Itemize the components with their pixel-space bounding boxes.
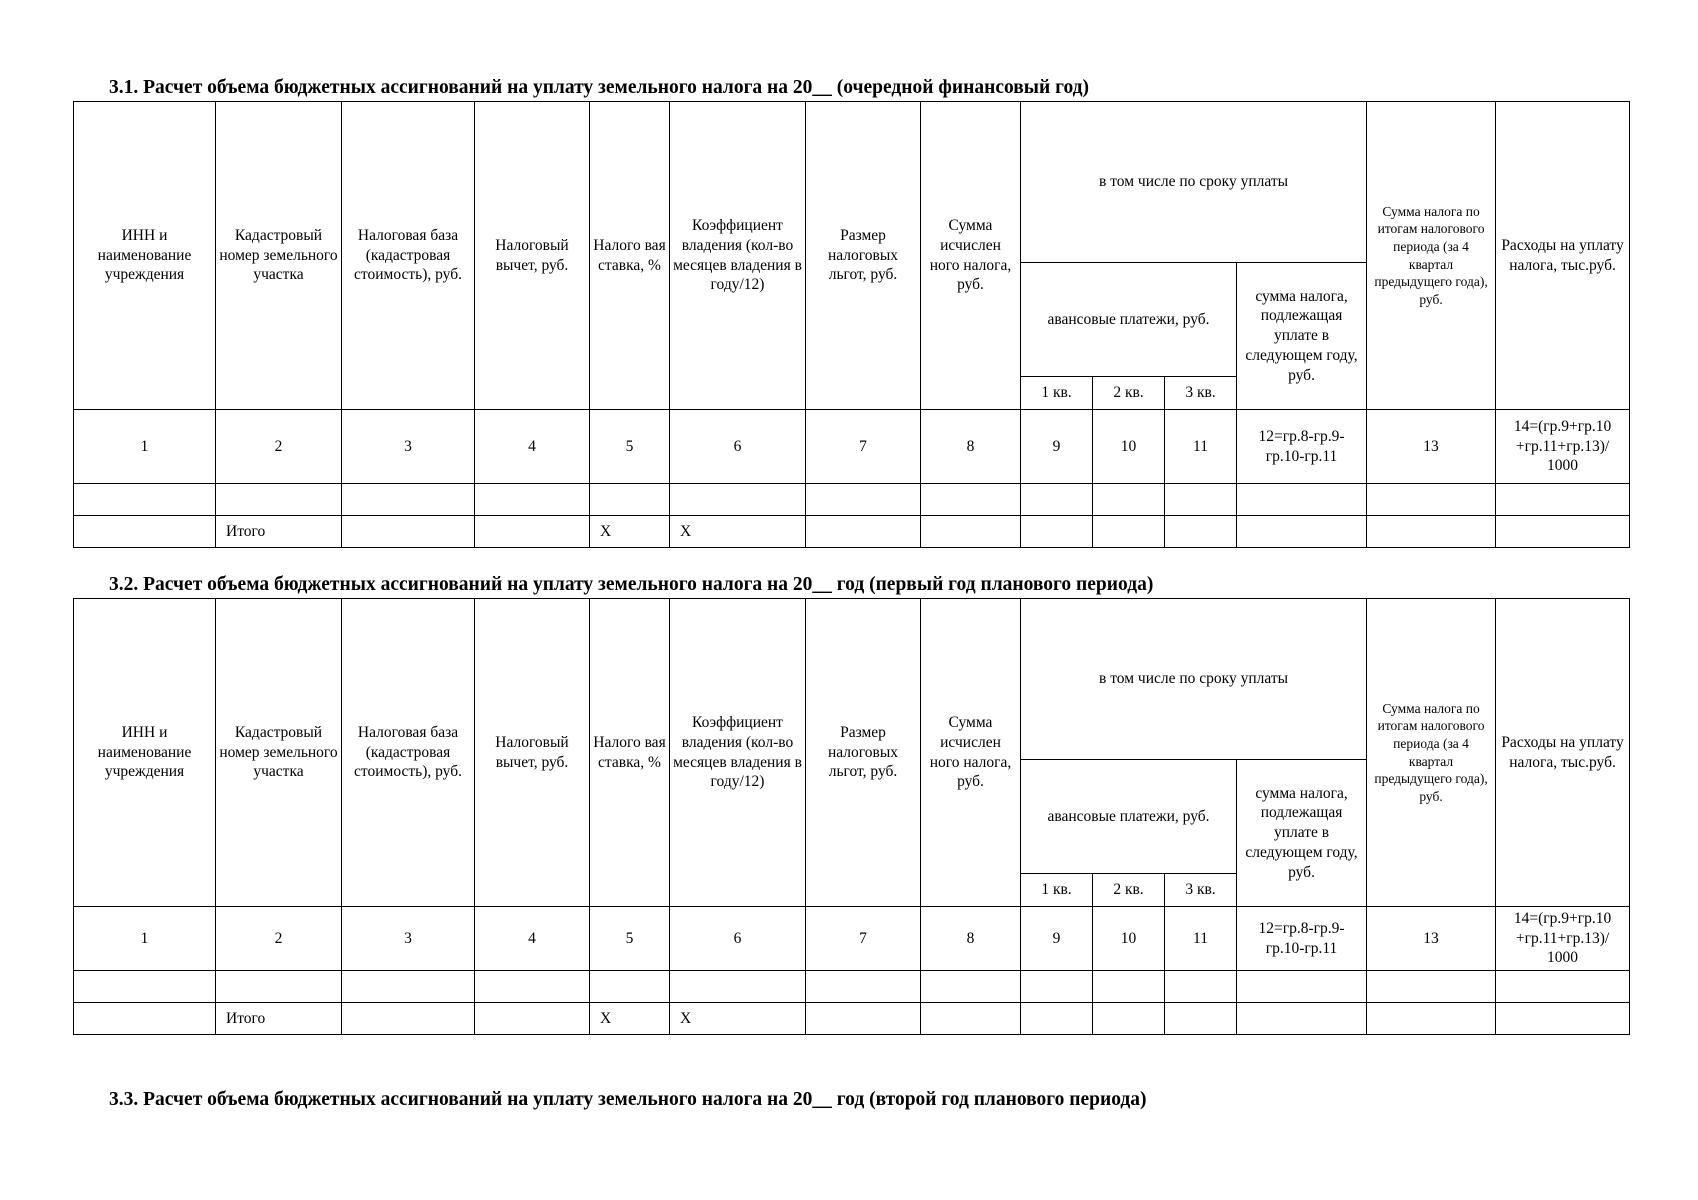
column-number: 4 <box>475 907 590 971</box>
empty-cell[interactable] <box>1367 484 1496 516</box>
header-ownership-coefficient: Коэффициент владения (кол-во месяцев владения в году/12) <box>670 599 806 907</box>
header-expenses: Расходы на уплату налога, тыс.руб. <box>1496 102 1630 410</box>
total-cell <box>342 516 475 548</box>
header-tax-benefits: Размер налоговых льгот, руб. <box>806 599 921 907</box>
header-inn-name: ИНН и наименование учреждения <box>74 102 216 410</box>
header-expenses: Расходы на уплату налога, тыс.руб. <box>1496 599 1630 907</box>
header-tax-next-year: сумма налога, подлежащая уплате в следующем году, руб. <box>1237 760 1367 907</box>
total-cell <box>1496 516 1630 548</box>
column-number: 8 <box>921 410 1021 484</box>
column-number: 9 <box>1021 410 1093 484</box>
header-group-payment-term: в том числе по сроку уплаты <box>1021 102 1367 263</box>
empty-cell[interactable] <box>590 971 670 1003</box>
total-cell <box>806 1003 921 1035</box>
empty-cell[interactable] <box>74 484 216 516</box>
total-cell <box>1021 1003 1093 1035</box>
column-number: 13 <box>1367 410 1496 484</box>
header-group-payment-term: в том числе по сроку уплаты <box>1021 599 1367 760</box>
total-cell <box>1165 516 1237 548</box>
empty-cell[interactable] <box>670 484 806 516</box>
column-number: 10 <box>1093 410 1165 484</box>
empty-cell[interactable] <box>590 484 670 516</box>
header-tax-previous-period: Сумма налога по итогам налогового периода (за 4 квартал предыдущего года), руб. <box>1367 102 1496 410</box>
empty-cell[interactable] <box>1165 484 1237 516</box>
column-number: 6 <box>670 410 806 484</box>
data-row-empty <box>74 484 1630 516</box>
total-cell-x: X <box>590 516 670 548</box>
total-cell <box>1237 1003 1367 1035</box>
empty-cell[interactable] <box>1021 484 1093 516</box>
empty-cell[interactable] <box>1093 971 1165 1003</box>
column-number: 6 <box>670 907 806 971</box>
header-tax-next-year: сумма налога, подлежащая уплате в следующем году, руб. <box>1237 263 1367 410</box>
header-quarter-3: 3 кв. <box>1165 377 1237 410</box>
total-cell <box>74 516 216 548</box>
total-cell-x: X <box>670 516 806 548</box>
empty-cell[interactable] <box>1165 971 1237 1003</box>
numbering-row <box>74 907 1630 971</box>
column-number: 14=(гр.9+гр.10 +гр.11+гр.13)/ 1000 <box>1496 410 1630 484</box>
column-number: 13 <box>1367 907 1496 971</box>
empty-cell[interactable] <box>921 484 1021 516</box>
header-inn-name: ИНН и наименование учреждения <box>74 599 216 907</box>
land-tax-table-first-planning-year <box>73 598 1630 1035</box>
header-cadastral-number: Кадастровый номер земельного участка <box>216 599 342 907</box>
empty-cell[interactable] <box>921 971 1021 1003</box>
column-number: 9 <box>1021 907 1093 971</box>
column-number: 3 <box>342 410 475 484</box>
section-title-3-3: 3.3. Расчет объема бюджетных ассигнований на уплату земельного налога на 20__ год (второй год планового периода) <box>109 1089 1147 1110</box>
header-quarter-1: 1 кв. <box>1021 874 1093 907</box>
header-tax-rate: Налого вая ставка, % <box>590 599 670 907</box>
header-tax-rate: Налого вая ставка, % <box>590 102 670 410</box>
column-number: 8 <box>921 907 1021 971</box>
header-ownership-coefficient: Коэффициент владения (кол-во месяцев владения в году/12) <box>670 102 806 410</box>
header-tax-base: Налоговая база (кадастровая стоимость), руб. <box>342 599 475 907</box>
empty-cell[interactable] <box>806 971 921 1003</box>
header-row <box>74 599 1630 760</box>
column-number: 7 <box>806 907 921 971</box>
column-number: 12=гр.8-гр.9-гр.10-гр.11 <box>1237 410 1367 484</box>
total-cell <box>1093 516 1165 548</box>
empty-cell[interactable] <box>806 484 921 516</box>
header-tax-benefits: Размер налоговых льгот, руб. <box>806 102 921 410</box>
header-advance-payments: авансовые платежи, руб. <box>1021 760 1237 874</box>
header-cadastral-number: Кадастровый номер земельного участка <box>216 102 342 410</box>
empty-cell[interactable] <box>475 484 590 516</box>
empty-cell[interactable] <box>1496 971 1630 1003</box>
empty-cell[interactable] <box>1237 971 1367 1003</box>
header-quarter-2: 2 кв. <box>1093 874 1165 907</box>
empty-cell[interactable] <box>1021 971 1093 1003</box>
empty-cell[interactable] <box>342 971 475 1003</box>
column-number: 12=гр.8-гр.9-гр.10-гр.11 <box>1237 907 1367 971</box>
empty-cell[interactable] <box>216 484 342 516</box>
empty-cell[interactable] <box>74 971 216 1003</box>
column-number: 11 <box>1165 907 1237 971</box>
section-title-3-1: 3.1. Расчет объема бюджетных ассигнований на уплату земельного налога на 20__ (очередной финансовый год) <box>109 77 1090 98</box>
total-cell-x: X <box>670 1003 806 1035</box>
header-quarter-2: 2 кв. <box>1093 377 1165 410</box>
column-number: 2 <box>216 410 342 484</box>
total-cell <box>921 1003 1021 1035</box>
numbering-row <box>74 410 1630 484</box>
total-cell <box>1021 516 1093 548</box>
total-cell <box>475 516 590 548</box>
header-row <box>74 102 1630 263</box>
total-cell <box>1367 516 1496 548</box>
section-title-3-2: 3.2. Расчет объема бюджетных ассигнований на уплату земельного налога на 20__ год (первый год планового периода) <box>109 574 1154 595</box>
total-cell <box>806 516 921 548</box>
total-cell <box>1165 1003 1237 1035</box>
total-cell <box>475 1003 590 1035</box>
empty-cell[interactable] <box>670 971 806 1003</box>
column-number: 5 <box>590 410 670 484</box>
header-quarter-1: 1 кв. <box>1021 377 1093 410</box>
header-calculated-tax: Сумма исчислен ного налога, руб. <box>921 599 1021 907</box>
header-advance-payments: авансовые платежи, руб. <box>1021 263 1237 377</box>
total-label: Итого <box>216 1003 342 1035</box>
column-number: 1 <box>74 410 216 484</box>
total-label: Итого <box>216 516 342 548</box>
header-calculated-tax: Сумма исчислен ного налога, руб. <box>921 102 1021 410</box>
empty-cell[interactable] <box>1367 971 1496 1003</box>
column-number: 5 <box>590 907 670 971</box>
total-row <box>74 1003 1630 1035</box>
data-row-empty <box>74 971 1630 1003</box>
column-number: 10 <box>1093 907 1165 971</box>
total-cell <box>74 1003 216 1035</box>
total-row <box>74 516 1630 548</box>
empty-cell[interactable] <box>1093 484 1165 516</box>
total-cell-x: X <box>590 1003 670 1035</box>
total-cell <box>1367 1003 1496 1035</box>
header-quarter-3: 3 кв. <box>1165 874 1237 907</box>
column-number: 2 <box>216 907 342 971</box>
empty-cell[interactable] <box>1237 484 1367 516</box>
empty-cell[interactable] <box>475 971 590 1003</box>
column-number: 1 <box>74 907 216 971</box>
total-cell <box>921 516 1021 548</box>
header-tax-deduction: Налоговый вычет, руб. <box>475 102 590 410</box>
total-cell <box>1237 516 1367 548</box>
total-cell <box>1496 1003 1630 1035</box>
header-tax-base: Налоговая база (кадастровая стоимость), руб. <box>342 102 475 410</box>
empty-cell[interactable] <box>342 484 475 516</box>
total-cell <box>1093 1003 1165 1035</box>
column-number: 3 <box>342 907 475 971</box>
header-tax-previous-period: Сумма налога по итогам налогового периода (за 4 квартал предыдущего года), руб. <box>1367 599 1496 907</box>
empty-cell[interactable] <box>1496 484 1630 516</box>
total-cell <box>342 1003 475 1035</box>
header-tax-deduction: Налоговый вычет, руб. <box>475 599 590 907</box>
empty-cell[interactable] <box>216 971 342 1003</box>
land-tax-table-current-year <box>73 101 1630 548</box>
column-number: 14=(гр.9+гр.10 +гр.11+гр.13)/ 1000 <box>1496 907 1630 971</box>
column-number: 11 <box>1165 410 1237 484</box>
column-number: 7 <box>806 410 921 484</box>
column-number: 4 <box>475 410 590 484</box>
